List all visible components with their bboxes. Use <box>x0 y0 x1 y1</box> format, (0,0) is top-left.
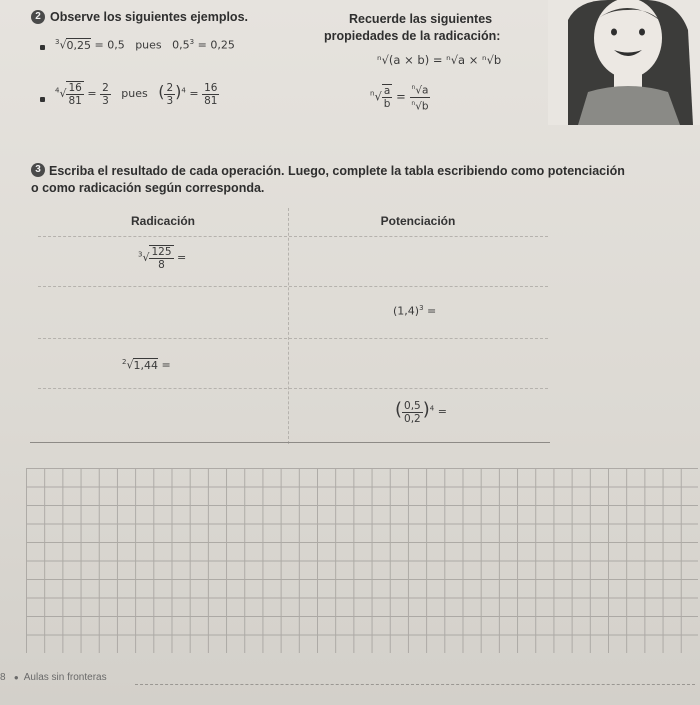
equals-sign: = <box>437 405 447 418</box>
power-base: (1,4) <box>393 304 420 318</box>
power-exponent: 4 <box>181 86 186 95</box>
row-divider <box>38 236 548 237</box>
pues-word: pues <box>135 38 162 52</box>
column-divider <box>288 208 289 444</box>
denominator: 81 <box>204 94 218 107</box>
pues-word: pues <box>121 87 148 100</box>
page-number: 8 <box>0 672 6 683</box>
row-divider <box>38 338 548 339</box>
power-base: 0,5 <box>172 38 190 52</box>
denominator: 8 <box>158 259 165 271</box>
bullet-icon <box>40 45 45 50</box>
numerator: 0,5 <box>404 399 421 412</box>
power-value: = 0,25 <box>197 38 235 52</box>
denominator: 0,2 <box>404 412 421 425</box>
denominator: 3 <box>166 94 174 107</box>
table-row-1-radicacion: $^3$√ $\frac{125}{8}$ = <box>138 246 187 271</box>
numerator: 16 <box>204 81 218 94</box>
instruction-line1: Escriba el resultado de cada operación. Luego, complete la tabla escribiendo como potenciación <box>49 164 625 178</box>
numerator: 125 <box>151 246 172 258</box>
radicand: 0,25 <box>66 38 91 52</box>
denominator: b <box>383 98 391 110</box>
numerator: 16 <box>68 82 82 94</box>
footer-rule <box>135 684 695 685</box>
denominator: $^n$√b <box>411 99 429 112</box>
answer-grid <box>26 468 698 653</box>
equals-sign: = <box>427 304 437 318</box>
footer-label: Aulas sin fronteras <box>23 672 107 683</box>
root-index: 3 <box>138 250 143 259</box>
instruction-line2: o como radicación según corresponda. <box>31 181 265 195</box>
numerator: $^n$√a <box>411 84 429 97</box>
denominator: 3 <box>102 94 109 107</box>
column-header-potenciacion: Potenciación <box>380 214 456 228</box>
root-index: 3 <box>55 38 60 46</box>
column-header-radicacion: Radicación <box>130 214 196 228</box>
section-heading: Observe los siguientes ejemplos. <box>50 10 248 24</box>
numerator: 2 <box>102 81 109 94</box>
power-exponent: 4 <box>429 404 435 413</box>
denominator: 81 <box>68 95 82 107</box>
power-exponent: 3 <box>419 304 424 312</box>
properties-title-line2: propiedades de la radicación: <box>324 29 501 43</box>
result: = 0,5 <box>94 38 125 52</box>
table-row-2-potenciacion <box>393 304 436 318</box>
radicand: 1,44 <box>133 358 158 372</box>
root-index: n <box>370 89 375 98</box>
table-bottom-rule <box>30 442 550 443</box>
girl-illustration <box>548 0 700 125</box>
page-footer <box>0 672 107 683</box>
bullet-icon <box>40 97 45 102</box>
properties-title-line1: Recuerde las siguientes <box>349 12 493 26</box>
property-quotient: $^n$√ $\frac{a}{b}$ = $\frac{^n√a}{^n√b}$ <box>370 84 429 112</box>
numerator: a <box>383 85 391 97</box>
exercise-table <box>38 208 548 444</box>
row-divider <box>38 286 548 287</box>
power-exponent: 3 <box>189 38 195 46</box>
section-number-badge: 3 <box>31 163 45 177</box>
root-index: 4 <box>55 86 60 95</box>
table-row-3-radicacion: $^2$√1,44 = <box>122 358 171 372</box>
equals-sign: = <box>161 358 171 372</box>
table-row-4-potenciacion: ( $\frac{0,5}{0,2}$ )$^4$ = <box>395 399 447 425</box>
root-index: 2 <box>122 358 127 366</box>
equals-sign: = <box>177 251 187 264</box>
example-1: $^3$√0,25 = 0,5 pues $0,5^3 = 0,25$ <box>55 38 235 52</box>
footer-bullet-icon: ● <box>13 673 19 682</box>
row-divider <box>38 388 548 389</box>
section-number-badge: 2 <box>31 10 45 24</box>
property-product: ⁿ√(a × b) = ⁿ√a × ⁿ√b <box>377 53 502 67</box>
example-2: $^4$√ $\frac{16}{81}$ = $\frac{2}{3}$ pues ( $\frac{2}{3}$ )$^4$ = $\frac{16}{81}$ <box>55 81 218 107</box>
numerator: 2 <box>166 81 174 94</box>
